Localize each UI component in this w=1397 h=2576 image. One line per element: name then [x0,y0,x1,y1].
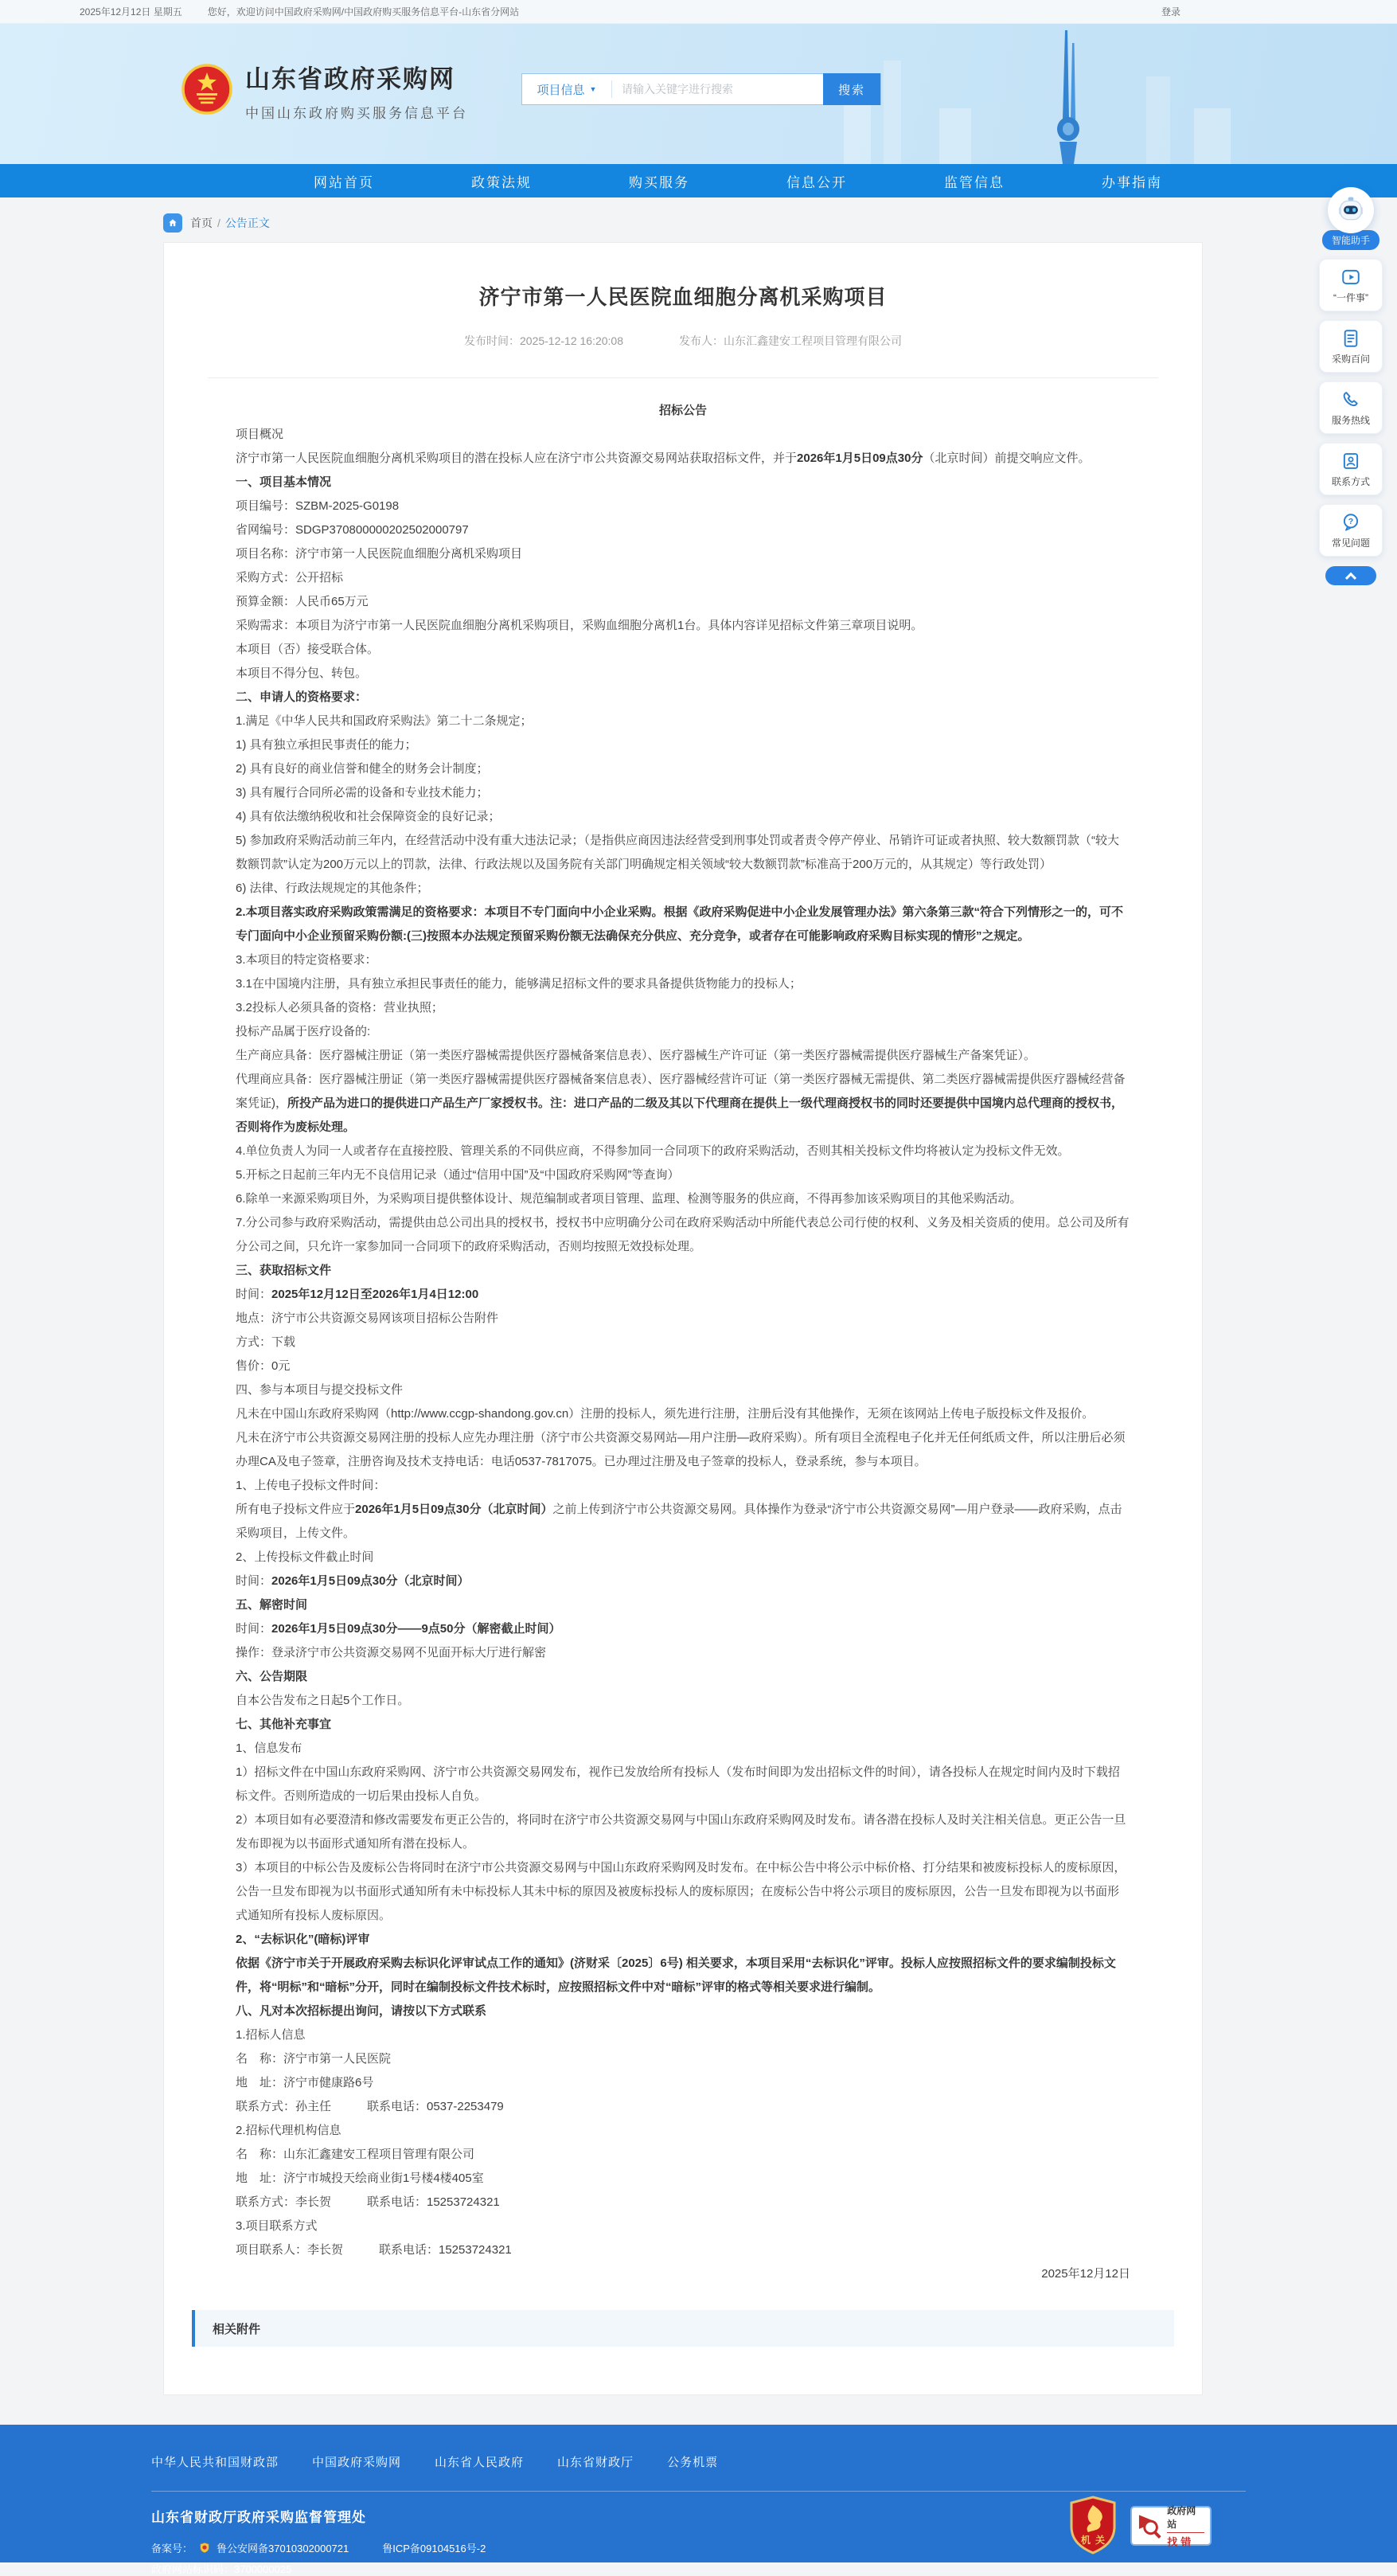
footer-link-0[interactable]: 中华人民共和国财政部 [151,2456,279,2469]
article-paragraph: 7.分公司参与政府采购活动，需提供由总公司出具的授权书，授权书中应明确分公司在政府采购活动中所能代表总公司行使的权利、义务及相关资质的使用。总公司及所有分公司之间，只允许一家参加同一合同项下的政府采购活动，否则均按照无效投标处理。 [236,1216,1130,1253]
article-paragraph: 八、凡对本次招标提出询问，请按以下方式联系 [236,2004,487,2018]
float-tool-2[interactable] [1319,381,1383,434]
chevron-down-icon: ▼ [589,85,597,93]
gov-site-error-report-badge[interactable] [1130,2506,1212,2546]
article-paragraph: 4.单位负责人为同一人或者存在直接控股、管理关系的不同供应商，不得参加同一合同项下的政府采购活动，否则其相关投标文件均将被认定为投标文件无效。 [236,1144,1070,1158]
site-header [0,24,1397,164]
float-tool-4[interactable] [1319,504,1383,557]
footer-link-1[interactable]: 中国政府采购网 [312,2456,402,2469]
article-paragraph: 本项目（否）接受联合体。 [236,643,380,656]
article-paragraph: 三、获取招标文件 [236,1264,332,1277]
floating-tool-panel [1313,187,1389,585]
article-paragraph: 省网编号：SDGP370800000202502000797 [236,523,469,537]
attachments-section-header [192,2310,1174,2347]
article-paragraph: 2、“去标识化”(暗标)评审 [236,1933,370,1946]
site-logo-block[interactable] [181,64,468,122]
article-paragraph: 3）本项目的中标公告及废标公告将同时在济宁市公共资源交易网与中国山东政府采购网及时发布。在中标公告中将公示中标价格、打分结果和被废标投标人的废标原因，公告一旦发布即视为以书面形式通知所有未中标投标人其未中标的原因及被废标投标人的废标原因；在废标公告中将公示项目的废标原因，公告一旦发布即视为以书面形式通知所有投标人废标原因。 [236,1861,1126,1922]
article-paragraph: 依据《济宁市关于开展政府采购去标识化评审试点工作的通知》(济财采〔2025〕6号) 相关要求，本项目采用“去标识化”评审。投标人应按照招标文件的要求编制投标文件，将“明标”和“暗标”分开，同时在编制投标文件技术标时，应按照招标文件中对“暗标”评审的格式等相关要求进行编制。 [236,1956,1116,1994]
article-paragraph: 售价：0元 [236,1359,291,1373]
float-tool-1[interactable] [1319,320,1383,373]
article-paragraph: 1）招标文件在中国山东政府采购网、济宁市公共资源交易网发布，视作已发放给所有投标人（发布时间即为发出招标文件的时间），请各投标人在规定时间内及时下载招标文件。否则所造成的一切后果由投标人自负。 [236,1765,1120,1803]
article-paragraph: 所有电子投标文件应于2026年1月5日09点30分（北京时间）之前上传到济宁市公共资源交易网。具体操作为登录“济宁市公共资源交易网”—用户登录——政府采购，点击采购项目，上传文件。 [236,1503,1122,1540]
article-paragraph: 2.招标代理机构信息 [236,2124,341,2137]
float-tool-label: 采购百问 [1331,353,1370,365]
float-tool-0[interactable] [1319,259,1383,311]
video-play-icon [1340,267,1361,287]
article-paragraph: 地点：济宁市公共资源交易网该项目招标公告附件 [236,1311,499,1325]
assistant-label[interactable]: 智能助手 [1322,230,1379,250]
article-paragraph: 项目编号：SZBM-2025-G0198 [236,499,400,513]
agency-badge-label: 机关 [1080,2535,1110,2546]
nav-item-5[interactable]: 办事指南 [1102,174,1162,190]
login-link[interactable]: 登录 [1161,6,1180,18]
footer-divider [151,2491,1246,2492]
find-error-line1: 政府网站 [1167,2504,1204,2533]
government-agency-badge[interactable] [1068,2496,1118,2556]
article-paragraph: 二、申请人的资格要求： [236,690,368,704]
article-paragraph: 时间：2026年1月5日09点30分——9点50分（解密截止时间） [236,1622,561,1636]
article-paragraph: 2.本项目落实政府采购政策需满足的资格要求：本项目不专门面向中小企业采购。根据《政府采购促进中小企业发展管理办法》第六条第三款“符合下列情形之一的，可不专门面向中小企业预留采购份额:(三)按照本办法规定预留采购份额无法确保充分供应、充分竞争，或者存在可能影响政府采购目标实现的情形”之规定。 [236,905,1124,943]
article-paragraph: 凡未在中国山东政府采购网（http://www.ccgp-shandong.gov.cn）注册的投标人，须先进行注册，注册后没有其他操作，无须在该网站上传电子版投标文件及报价。 [236,1407,1095,1421]
article-paragraph: 3.2投标人必须具备的资格：营业执照； [236,1001,443,1014]
site-subtitle: 中国山东政府购买服务信息平台 [245,106,468,121]
nav-item-2[interactable]: 购买服务 [629,174,689,190]
tower-illustration [1035,30,1102,164]
site-footer [0,2425,1397,2575]
national-emblem-icon [181,64,232,115]
article-paragraph: 3.本项目的特定资格要求： [236,953,377,967]
article-paragraph: 七、其他补充事宜 [236,1718,332,1731]
page-title: 济宁市第一人民医院血细胞分离机采购项目 [478,285,888,309]
article-paragraph: 操作：登录济宁市公共资源交易网不见面开标大厅进行解密 [236,1646,547,1659]
article-paragraph: 1) 具有独立承担民事责任的能力； [236,738,417,752]
nav-item-4[interactable]: 监管信息 [944,174,1005,190]
article-paragraph: 2025年12月12日 [1041,2267,1130,2281]
current-date: 2025年12月12日 星期五 [80,6,182,18]
article-body [164,378,1202,2286]
article-paragraph: 1、信息发布 [236,1741,302,1755]
article-paragraph: 6.除单一来源采购项目外，为采购项目提供整体设计、规范编制或者项目管理、监理、检测等服务的供应商，不得再参加该采购项目的其他采购活动。 [236,1192,1022,1206]
footer-link-3[interactable]: 山东省财政厅 [557,2456,634,2469]
article-paragraph: 2、上传投标文件截止时间 [236,1550,374,1564]
float-tool-label: 联系方式 [1331,475,1370,487]
article-paragraph: 地 址：济宁市健康路6号 [236,2076,374,2089]
footer-link-2[interactable]: 山东省人民政府 [435,2456,525,2469]
float-tool-label: 服务热线 [1331,414,1370,426]
article-paragraph: 本项目不得分包、转包。 [236,666,368,680]
icp-beian-link[interactable]: 鲁ICP备09104516号-2 [382,2543,486,2555]
float-tool-label: “一件事” [1333,291,1368,303]
search-category-label: 项目信息 [537,83,585,97]
article-paragraph: 四、参与本项目与提交投标文件 [236,1383,404,1397]
article-paragraph: 项目概况 [236,428,284,441]
article-paragraph: 采购方式：公开招标 [236,571,344,584]
attachments-title: 相关附件 [213,2322,261,2336]
article-paragraph: 生产商应具备：医疗器械注册证（第一类医疗器械需提供医疗器械备案信息表）、医疗器械生产许可证（第一类医疗器械需提供医疗器械生产备案凭证）。 [236,1049,1036,1062]
search-button[interactable]: 搜索 [823,73,880,105]
police-beian-link[interactable]: 鲁公安网备37010302000721 [217,2543,349,2555]
article-paragraph: 联系方式：孙主任 联系电话：0537-2253479 [236,2100,504,2113]
article-paragraph: 凡未在济宁市公共资源交易网注册的投标人应先办理注册（济宁市公共资源交易网站—用户注册—政府采购）。所有项目全流程电子化并无任何纸质文件，所以注册后必须办理CA及电子签章，注册咨询及技术支持电话：电话0537-7817075。已办理过注册及电子签章的投标人，登录系统，参与本项目。 [236,1431,1126,1468]
article-paragraph: 地 址：济宁市城投天绘商业街1号楼4楼405室 [236,2171,484,2185]
breadcrumb [0,197,1397,242]
footer-site-code-row [151,2561,1397,2576]
beian-label: 备案号： [151,2543,193,2555]
article-paragraph: 3.1在中国境内注册，具有独立承担民事责任的能力，能够满足招标文件的要求具备提供货物能力的投标人； [236,977,802,991]
site-code-value: 3700000025 [234,2563,292,2575]
article-paragraph: 方式：下载 [236,1335,296,1349]
magnifier-icon [1138,2512,1162,2540]
welcome-text: 您好，欢迎访问中国政府采购网/中国政府购买服务信息平台-山东省分网站 [207,6,520,18]
chevron-up-icon [1345,573,1356,584]
article-paragraph: 5) 参加政府采购活动前三年内，在经营活动中没有重大违法记录；（是指供应商因违法经营受到刑事处罚或者责令停产停业、吊销许可证或者执照、较大数额罚款（“较大数额罚款”认定为200万元以上的罚款，法律、行政法规以及国务院有关部门明确规定相关领域“较大数额罚款”标准高于200万元的，从其规定）等行政处罚） [236,834,1120,871]
article-paragraph: 3) 具有履行合同所必需的设备和专业技术能力； [236,786,489,799]
document-icon [1340,328,1361,349]
article-paragraph: 项目名称：济宁市第一人民医院血细胞分离机采购项目 [236,547,523,561]
home-icon[interactable] [163,213,182,233]
police-badge-icon [199,2542,210,2554]
article-paragraph: 自本公告发布之日起5个工作日。 [236,1694,410,1707]
back-to-top-button[interactable] [1325,566,1376,585]
article-paragraph: 1.满足《中华人民共和国政府采购法》第二十二条规定； [236,714,533,728]
article-paragraph: 代理商应具备：医疗器械注册证（第一类医疗器械需提供医疗器械备案信息表）、医疗器械经营许可证（第一类医疗器械无需提供、第二类医疗器械需提供医疗器械经营备案凭证)，所投产品为进口的提供进口产品生产厂家授权书。注：进口产品的二级及其以下代理商在提供上一级代理商授权书的同时还要提供中国境内总代理商的授权书，否则将作为废标处理。 [236,1073,1126,1134]
breadcrumb-current[interactable]: 公告正文 [224,217,270,229]
article-paragraph: 1、上传电子投标文件时间： [236,1479,386,1492]
announcement-card [163,242,1203,2395]
article-paragraph: 4) 具有依法缴纳税收和社会保障资金的良好记录； [236,810,501,823]
footer-badges [1068,2496,1212,2556]
article-paragraph: 联系方式：李长贺 联系电话：15253724321 [236,2195,500,2209]
article-paragraph: 2) 具有良好的商业信誉和健全的财务会计制度； [236,762,489,776]
article-paragraph: 6) 法律、行政法规规定的其他条件； [236,881,429,895]
site-title: 山东省政府采购网 [245,65,455,93]
article-paragraph: 六、公告期限 [236,1670,308,1683]
float-tool-3[interactable] [1319,443,1383,495]
article-paragraph: 招标公告 [658,404,707,417]
article-header [208,243,1158,378]
contact-card-icon [1340,451,1361,471]
svg-text:?: ? [1348,516,1354,526]
search-input[interactable] [612,74,823,104]
article-meta [208,333,1158,349]
article-paragraph: 采购需求：本项目为济宁市第一人民医院血细胞分离机采购项目，采购血细胞分离机1台。具体内容详见招标文件第三章项目说明。 [236,619,923,632]
article-paragraph: 2）本项目如有必要澄清和修改需要发布更正公告的，将同时在济宁市公共资源交易网与中国山东政府采购网及时发布。请各潜在投标人及时关注相关信息。更正公告一旦发布即视为以书面形式通知所有潜在投标人。 [236,1813,1126,1851]
search-bar [521,73,881,105]
footer-department: 山东省财政厅政府采购监督管理处 [151,2510,366,2525]
phone-icon [1340,389,1361,410]
site-code-label: 政府网站标识码： [151,2563,235,2575]
article-paragraph: 时间：2026年1月5日09点30分（北京时间） [236,1574,470,1588]
article-paragraph: 3.项目联系方式 [236,2219,318,2233]
article-paragraph: 名 称：山东汇鑫建安工程项目管理有限公司 [236,2148,475,2161]
search-category-select[interactable] [522,74,611,104]
nav-item-1[interactable]: 政策法规 [471,174,532,190]
breadcrumb-separator: / [217,217,220,229]
float-tool-label: 常见问题 [1331,537,1370,549]
publisher: 发布人：山东汇鑫建安工程项目管理有限公司 [679,334,902,347]
footer-link-4[interactable]: 公务机票 [667,2456,719,2469]
find-error-line2: 找错 [1167,2535,1195,2548]
nav-item-0[interactable]: 网站首页 [314,174,374,190]
article-paragraph: 时间：2025年12月12日至2026年1月4日12:00 [236,1288,479,1301]
main-nav [0,164,1397,197]
article-paragraph: 1.招标人信息 [236,2028,306,2042]
question-icon [1340,512,1361,533]
footer-links [151,2453,1397,2470]
article-paragraph: 济宁市第一人民医院血细胞分离机采购项目的潜在投标人应在济宁市公共资源交易网站获取招标文件，并于2026年1月5日09点30分（北京时间）前提交响应文件。 [236,451,1091,465]
nav-item-3[interactable]: 信息公开 [786,174,847,190]
breadcrumb-home[interactable]: 首页 [190,217,213,229]
publish-time: 发布时间：2025-12-12 16:20:08 [464,334,623,347]
article-paragraph: 项目联系人：李长贺 联系电话：15253724321 [236,2243,512,2257]
article-paragraph: 五、解密时间 [236,1598,308,1612]
article-paragraph: 一、项目基本情况 [236,475,332,489]
top-bar [0,0,1397,24]
article-paragraph: 5.开标之日起前三年内无不良信用记录（通过“信用中国”及“中国政府采购网”等查询） [236,1168,680,1182]
article-paragraph: 投标产品属于医疗设备的: [236,1025,371,1038]
assistant-robot-icon[interactable] [1328,187,1374,233]
article-paragraph: 名 称：济宁市第一人民医院 [236,2052,392,2066]
article-paragraph: 预算金额：人民币65万元 [236,595,369,608]
